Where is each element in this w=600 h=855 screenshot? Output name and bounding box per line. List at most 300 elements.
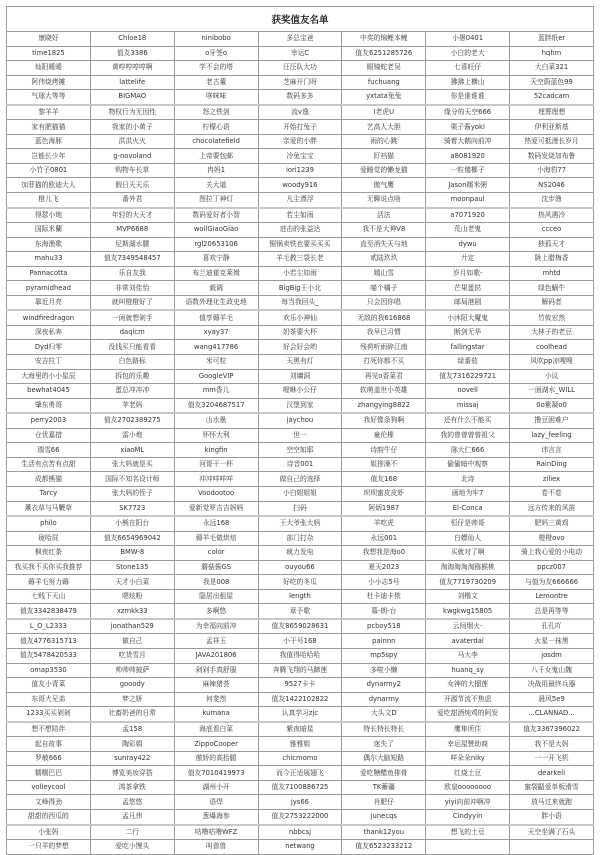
- winner-name-cell: 值友2702389275: [90, 413, 174, 428]
- winner-name-cell: 世一: [258, 428, 342, 443]
- winner-name-cell: 鹰隼所住: [426, 722, 510, 737]
- winner-name-cell: 年轻的大天才: [90, 208, 174, 223]
- winner-name-cell: 孟凡伟: [90, 809, 174, 824]
- winner-name-cell: daqicm: [90, 325, 174, 340]
- winner-name-cell: 认真学习zjc: [258, 707, 342, 722]
- table-row: [7, 384, 594, 399]
- winner-name-cell: 汉堡到家: [258, 398, 342, 413]
- winner-name-cell: GoogleVIP: [174, 369, 258, 384]
- winner-name-cell: 雨的心跳: [342, 134, 426, 149]
- winner-name-cell: 值友5478420533: [7, 648, 91, 663]
- table-row: [7, 648, 594, 663]
- winner-name-cell: 大海里的小小星辰: [7, 369, 91, 384]
- winner-name-cell: 枫夜红茶: [7, 546, 91, 561]
- winner-name-cell: kwgkwg15805: [426, 604, 510, 619]
- winner-name-cell: 仓优嘉措: [7, 428, 91, 443]
- winner-name-cell: coolhead: [510, 340, 594, 355]
- winner-name-cell: 海底看白菜: [174, 722, 258, 737]
- winner-name-cell: 七喜旺仔: [426, 61, 510, 76]
- winner-name-cell: 爱睡觉的懒龙猫: [342, 163, 426, 178]
- winner-name-cell: g-novoland: [90, 149, 174, 164]
- winner-name-cell: I老虎U: [342, 105, 426, 120]
- winner-name-cell: 奔腾飞翔的马蹄莲: [258, 663, 342, 678]
- winner-name-cell: ...CLANNAD...: [510, 707, 594, 722]
- table-row: [7, 737, 594, 752]
- winner-name-cell: 刘墉洞: [258, 369, 342, 384]
- table-row: [7, 237, 594, 252]
- winner-name-cell: Chloe18: [90, 32, 174, 47]
- winner-name-cell: 迷失了: [342, 737, 426, 752]
- table-row: [7, 105, 594, 120]
- winner-name-cell: Tarcy: [7, 486, 91, 501]
- winner-name-cell: 欢乐小神仙: [258, 310, 342, 325]
- winner-name-cell: 童伦橡: [342, 428, 426, 443]
- winner-name-cell: 多总宝爸: [258, 32, 342, 47]
- table-row: [7, 413, 594, 428]
- winner-name-cell: 湖州小开: [174, 780, 258, 795]
- table-row: [7, 75, 594, 90]
- winner-name-cell: 多啊悠: [174, 604, 258, 619]
- winner-name-cell: 七贱下天山: [7, 589, 91, 604]
- table-row: [7, 634, 594, 649]
- winner-name-cell: 夏天2023: [342, 560, 426, 575]
- winner-name-cell: 无敌的我616868: [342, 310, 426, 325]
- winner-name-cell: 东海渔歌: [7, 237, 91, 252]
- table-row: [7, 134, 594, 149]
- winner-name-cell: 陈大仁666: [426, 443, 510, 458]
- winner-name-cell: 奶茶要大杯: [258, 325, 342, 340]
- winner-name-cell: 蛋总冲冲冲: [90, 384, 174, 399]
- winner-name-cell: 部门打杂: [258, 531, 342, 546]
- winner-name-cell: 想飞的土豆: [426, 825, 510, 840]
- table-row: [7, 809, 594, 824]
- winner-name-cell: 打死你都不买: [342, 355, 426, 370]
- winner-name-cell: chicmomo: [258, 751, 342, 766]
- winner-name-cell: 诗音001: [258, 457, 342, 472]
- winner-name-cell: a7071920: [426, 208, 510, 223]
- table-row: [7, 546, 594, 561]
- winner-name-cell: 值友8659028631: [258, 619, 342, 634]
- winner-name-cell: 值友3342838479: [7, 604, 91, 619]
- winner-name-cell: 疯力发电: [258, 546, 342, 561]
- winner-name-cell: 没钱买只能看看: [90, 340, 174, 355]
- winner-name-cell: SK7723: [90, 501, 174, 516]
- winner-name-cell: 我值得哈哈哈: [258, 648, 342, 663]
- winner-name-cell: 张大妈的侄子: [90, 486, 174, 501]
- winner-name-cell: 成都熊猫: [7, 472, 91, 487]
- winner-name-cell: xyay37: [174, 325, 258, 340]
- winner-name-cell: Dyd归零: [7, 340, 91, 355]
- winner-name-cell: 罗敏666: [7, 751, 91, 766]
- winner-name-cell: 起自故事: [7, 737, 91, 752]
- winner-name-cell: 值友3204687517: [174, 398, 258, 413]
- winner-name-cell: 空空如耶: [258, 443, 342, 458]
- winner-name-cell: jaychou: [258, 413, 342, 428]
- winner-name-cell: fuchuang: [342, 75, 426, 90]
- table-row: [7, 90, 594, 105]
- winner-name-cell: 荒山老鬼: [426, 223, 510, 238]
- winner-name-cell: 剁剁手真舒服: [174, 663, 258, 678]
- winner-name-cell: pyramidhead: [7, 281, 91, 296]
- winner-name-cell: 我好像条狗啊: [342, 413, 426, 428]
- table-row: [7, 619, 594, 634]
- winner-name-cell: lazy_feeling: [510, 428, 594, 443]
- winner-name-cell: 紫夜暗星: [258, 722, 342, 737]
- winner-name-cell: lattelife: [90, 75, 174, 90]
- winner-name-cell: 一粒傻椰子: [426, 163, 510, 178]
- winner-name-cell: 热风遇冷: [510, 208, 594, 223]
- winner-name-cell: 物权行为无因性: [90, 105, 174, 120]
- table-row: [7, 32, 594, 47]
- winner-name-cell: 肇东勇哥: [7, 398, 91, 413]
- winner-name-cell: gooody: [90, 678, 174, 693]
- winner-name-cell: dynarmy: [342, 692, 426, 707]
- winner-name-cell: 小海豹77: [510, 163, 594, 178]
- winner-name-cell: JAVA201806: [174, 648, 258, 663]
- winner-name-cell: 布兰迪霍克莱姆: [174, 266, 258, 281]
- winner-name-cell: mhtd: [510, 266, 594, 281]
- winner-name-cell: RainDing: [510, 457, 594, 472]
- winner-name-cell: 小愚0401: [426, 32, 510, 47]
- winner-name-cell: dywu: [426, 237, 510, 252]
- winner-name-cell: 章予歌: [258, 604, 342, 619]
- table-row: [7, 295, 594, 310]
- table-row: [7, 120, 594, 135]
- winner-name-cell: 羊吃虎: [342, 516, 426, 531]
- winner-name-cell: 值友7100886725: [258, 780, 342, 795]
- winner-name-cell: 一一开飞机: [510, 751, 594, 766]
- winner-name-cell: 麻辣猪荟: [174, 678, 258, 693]
- winner-name-cell: 安吉拉丁: [7, 355, 91, 370]
- table-row: [7, 369, 594, 384]
- winner-name-cell: 卷不卷: [510, 486, 594, 501]
- table-row: [7, 560, 594, 575]
- winner-name-cell: 热爱可抵漫长岁月: [510, 134, 594, 149]
- winner-name-cell: 大白菜321: [510, 61, 594, 76]
- winner-name-cell: 52cadcam: [510, 90, 594, 105]
- winner-name-cell: 小张妈: [7, 825, 91, 840]
- table-row: [7, 692, 594, 707]
- winner-name-cell: 黎羊羊: [7, 105, 91, 120]
- winner-name-cell: 绿色蜗牛: [510, 281, 594, 296]
- winner-name-cell: 亲爱的小胖: [258, 134, 342, 149]
- winner-name-cell: 我不是大妈: [510, 737, 594, 752]
- winner-name-cell: 值友7719730209: [426, 575, 510, 590]
- table-row: [7, 501, 594, 516]
- winner-name-cell: 怒之铁剑: [174, 105, 258, 120]
- winner-name-cell: zhangying8822: [342, 398, 426, 413]
- winner-name-cell: 画地为牢7: [426, 486, 510, 501]
- winner-name-cell: El-Conca: [426, 501, 510, 516]
- winner-name-cell: 靠近月亮: [7, 295, 91, 310]
- winner-name-cell: jonathan529: [90, 619, 174, 634]
- table-row: [7, 223, 594, 238]
- table-row: [7, 428, 594, 443]
- winner-name-cell: [426, 840, 510, 855]
- winner-name-cell: 还有什么不能买: [426, 413, 510, 428]
- winner-name-cell: 狒狒上横山: [426, 75, 510, 90]
- winner-name-cell: 天才小白菜: [90, 575, 174, 590]
- winner-name-cell: philo: [7, 516, 91, 531]
- table-row: [7, 457, 594, 472]
- winner-name-cell: 欧皇oooooooo: [426, 780, 510, 795]
- winner-name-cell: 艺高人大胆: [342, 120, 426, 135]
- winner-name-cell: Voodootoo: [174, 486, 258, 501]
- winner-name-cell: 冉妈1: [174, 163, 258, 178]
- winner-name-cell: 9527卡卡: [258, 678, 342, 693]
- winner-name-cell: 做自己: [90, 634, 174, 649]
- winner-name-cell: color: [174, 546, 258, 561]
- winner-name-cell: 数码发烧加布鲁: [510, 149, 594, 164]
- winner-name-cell: 小若尘如雨: [258, 266, 342, 281]
- winner-name-cell: 隐居出租屋: [174, 589, 258, 604]
- winner-name-cell: 晨风5e9: [510, 692, 594, 707]
- winner-name-cell: 小沐阳大魔鬼: [426, 310, 510, 325]
- winner-name-cell: 爱吃糖醋鱼排骨: [342, 766, 426, 781]
- winner-name-cell: dynarmy2: [342, 678, 426, 693]
- winner-name-cell: wollGiaoGiao: [174, 223, 258, 238]
- winner-name-cell: 黄哼哼哼哼啊: [90, 61, 174, 76]
- table-row: [7, 310, 594, 325]
- winner-name-cell: 拆包的乐趣: [90, 369, 174, 384]
- winner-name-cell: 社畜奶爸的日常: [90, 707, 174, 722]
- winner-name-cell: ZippoCooper: [174, 737, 258, 752]
- winner-name-cell: 中奖的锦鲤本鲤: [342, 32, 426, 47]
- winner-name-cell: Cindyyin: [426, 809, 510, 824]
- winner-name-cell: BMW-8: [90, 546, 174, 561]
- winner-name-cell: 老古董: [174, 75, 258, 90]
- winner-name-cell: 坝坝蜜皮皮虾: [342, 486, 426, 501]
- winner-name-cell: 小议: [510, 369, 594, 384]
- winner-name-cell: 生活有点苦有点甜: [7, 457, 91, 472]
- winner-name-cell: novell: [426, 384, 510, 399]
- winner-name-cell: a8081920: [426, 149, 510, 164]
- winner-name-cell: 而今正适展翅飞: [258, 766, 342, 781]
- table-row: [7, 575, 594, 590]
- winner-name-cell: 断剑无华: [426, 325, 510, 340]
- winner-name-cell: 深夜私奔: [7, 325, 91, 340]
- winner-name-cell: bewhat4045: [7, 384, 91, 399]
- winner-name-cell: 苹老妈: [90, 398, 174, 413]
- winner-name-cell: 我不是大神V8: [342, 223, 426, 238]
- winner-name-cell: 岁月如歌-: [426, 266, 510, 281]
- table-row: [7, 178, 594, 193]
- winner-name-cell: 国际米蘭: [7, 223, 91, 238]
- table-row: [7, 472, 594, 487]
- winner-name-cell: 撸豆困难户: [510, 413, 594, 428]
- winner-name-cell: 活法: [342, 208, 426, 223]
- winner-name-cell: 蓝胖纸er: [510, 32, 594, 47]
- winner-name-cell: pcboy518: [342, 619, 426, 634]
- winner-name-cell: 值友3367396022: [510, 722, 594, 737]
- winner-name-cell: 蜜袋鼯爱单板滑雪: [510, 780, 594, 795]
- winner-name-cell: 哆咪味: [174, 90, 258, 105]
- winner-name-cell: rgl20653106: [174, 237, 258, 252]
- winner-name-cell: 气球大等等: [7, 90, 91, 105]
- winner-name-cell: 你是谁谁谁: [426, 90, 510, 105]
- winner-name-cell: 想不想陪伴: [7, 722, 91, 737]
- winner-name-cell: 女神的大榴莲: [426, 678, 510, 693]
- winner-name-cell: 红烧土豆: [426, 766, 510, 781]
- winner-name-cell: 幸运C: [258, 46, 342, 61]
- winner-name-cell: [510, 840, 594, 855]
- winner-name-cell: 肥妈三黄鸡: [510, 516, 594, 531]
- winner-name-cell: 永远168: [174, 516, 258, 531]
- winner-name-cell: omap3530: [7, 663, 91, 678]
- winner-name-cell: 怀怀大利: [174, 428, 258, 443]
- winner-name-cell: BigBig王小北: [258, 281, 342, 296]
- winner-name-cell: 购物车长草: [90, 163, 174, 178]
- winner-name-cell: 值友7010419973: [174, 766, 258, 781]
- winner-name-cell: ouyou66: [258, 560, 342, 575]
- winner-name-cell: 大头文D: [342, 707, 426, 722]
- winner-name-cell: 特长特长特长: [342, 722, 426, 737]
- winner-name-cell: 雅雅姐: [258, 737, 342, 752]
- winner-name-cell: 喵个橘子: [342, 281, 426, 296]
- winner-name-cell: 薅羊毛做烘焙: [174, 531, 258, 546]
- winner-name-cell: 值友小青菜: [7, 678, 91, 693]
- winner-name-cell: 小熊在阳台: [90, 516, 174, 531]
- winner-name-cell: 瑞雪66: [7, 443, 91, 458]
- winner-name-cell: 若尘如雨: [258, 208, 342, 223]
- winner-name-cell: 值享薅羊毛: [174, 310, 258, 325]
- winner-name-cell: 开源节流不焦虑: [426, 692, 510, 707]
- winner-name-cell: 盯裆猫: [342, 149, 426, 164]
- winner-name-cell: 咕噜咕噜WFZ: [174, 825, 258, 840]
- winner-name-cell: 山水墨: [174, 413, 258, 428]
- winner-name-cell: 甜甜的西瓜的: [7, 809, 91, 824]
- winner-name-cell: 阿伟烧烤摊: [7, 75, 91, 90]
- winner-name-cell: 陶彩娟: [90, 737, 174, 752]
- winner-name-cell: 图拉丁神灯: [174, 193, 258, 208]
- winner-name-cell: 买就对了啊: [426, 546, 510, 561]
- winner-name-cell: woody916: [258, 178, 342, 193]
- page-title: 获奖值友名单: [7, 7, 594, 32]
- winner-name-cell: junecqs: [342, 809, 426, 824]
- winner-name-cell: 凡尘漂浮: [258, 193, 342, 208]
- winner-name-cell: 进击的张益达: [258, 223, 342, 238]
- winner-name-cell: 薰衣草与马鞭草: [7, 501, 91, 516]
- winner-name-cell: 我买我不买你买我推荐: [7, 560, 91, 575]
- winner-name-cell: 得瑟小炮: [7, 208, 91, 223]
- table-row: [7, 340, 594, 355]
- winner-name-cell: 张大妈就是买: [90, 457, 174, 472]
- winner-name-cell: mp5spy: [342, 648, 426, 663]
- winner-name-cell: 缘分的天空666: [426, 105, 510, 120]
- winner-name-cell: 岂能长少年: [7, 149, 91, 164]
- winner-name-cell: 讳言言: [510, 443, 594, 458]
- winner-name-cell: 值友168: [342, 472, 426, 487]
- winner-name-cell: 与值为友666666: [510, 575, 594, 590]
- winner-name-cell: MVP6688: [90, 223, 174, 238]
- winner-name-cell: 芝麻开门呀: [258, 75, 342, 90]
- winner-name-cell: 绿番茄: [426, 355, 510, 370]
- winner-name-cell: 一只羊的梦想: [7, 840, 91, 855]
- winner-name-cell: 无聊说点啥: [342, 193, 426, 208]
- winner-name-cell: 帅帅帅披萨: [90, 663, 174, 678]
- winner-name-cell: 芒果蛋挞: [426, 281, 510, 296]
- winner-name-cell: 加菲猫的欧迪大人: [7, 178, 91, 193]
- winner-name-cell: 我早已习惯: [342, 325, 426, 340]
- winner-name-cell: josdm: [510, 648, 594, 663]
- table-row: [7, 398, 594, 413]
- winner-name-cell: 沈步渔: [510, 193, 594, 208]
- winner-name-cell: 天空蔚蓝色99: [510, 75, 594, 90]
- winner-name-cell: 汪汪队大功: [258, 61, 342, 76]
- table-row: [7, 149, 594, 164]
- winner-name-cell: 恒仔是帅哥: [426, 516, 510, 531]
- winner-name-cell: o牙签o: [174, 46, 258, 61]
- winner-name-cell: 廾定: [426, 252, 510, 267]
- winner-name-cell: 值友2753222000: [258, 809, 342, 824]
- winner-name-cell: 灿阳暖暖: [7, 61, 91, 76]
- winner-name-cell: painnn: [342, 634, 426, 649]
- winner-name-cell: 橙橙ovo: [510, 531, 594, 546]
- winner-name-cell: 喔咻小公仔: [258, 384, 342, 399]
- winner-name-cell: 八千女鬼山魏: [510, 663, 594, 678]
- winner-name-cell: 家有肥猫猫: [7, 120, 91, 135]
- winner-name-cell: 骑着大鹅向前冲: [426, 134, 510, 149]
- winner-name-cell: xiaoML: [90, 443, 174, 458]
- table-row: [7, 486, 594, 501]
- winner-name-cell: 小白姐姐姐: [258, 486, 342, 501]
- winner-name-cell: 孟祥玉: [174, 634, 258, 649]
- winner-name-cell: 值友6654969042: [90, 531, 174, 546]
- winner-name-cell: ninibobo: [174, 32, 258, 47]
- winner-name-cell: 淘淘淘淘淘猕猴桃: [426, 560, 510, 575]
- table-row: [7, 252, 594, 267]
- winner-name-cell: 值友7349548457: [90, 252, 174, 267]
- winner-name-cell: 语数外理化生政史地: [174, 295, 258, 310]
- winner-name-cell: 栗子酱yoki: [426, 120, 510, 135]
- winner-name-cell: 蓝色海豚: [7, 134, 91, 149]
- winner-name-cell: 好吃的冬瓜: [258, 575, 342, 590]
- winner-name-cell: 只会因你唱: [342, 295, 426, 310]
- winner-name-cell: 为幸福向前冲: [174, 619, 258, 634]
- winner-name-cell: 独孤天才: [510, 237, 594, 252]
- winner-name-cell: jys66: [258, 795, 342, 810]
- winner-name-cell: ccceo: [510, 223, 594, 238]
- winner-name-cell: Pannacotta: [7, 266, 91, 281]
- winner-name-cell: 解码者: [510, 295, 594, 310]
- table-row: [7, 443, 594, 458]
- winner-name-cell: 冲冲咩咩咩: [174, 472, 258, 487]
- winner-name-cell: 做自己的选择: [258, 472, 342, 487]
- winner-name-cell: volleycool: [7, 780, 91, 795]
- winner-name-cell: 嗯炫粉: [90, 589, 174, 604]
- winner-name-cell: 何斐然: [174, 692, 258, 707]
- winner-name-cell: 值友6251285726: [342, 46, 426, 61]
- winner-name-cell: 小白的老大: [426, 46, 510, 61]
- winner-name-cell: 语焊: [174, 795, 258, 810]
- winners-table: [6, 6, 594, 855]
- table-row: [7, 163, 594, 178]
- winner-name-cell: 肖肥仔: [342, 795, 426, 810]
- winner-name-cell: 葱爆海参: [174, 809, 258, 824]
- winner-name-cell: NS2046: [510, 178, 594, 193]
- winner-name-cell: 洪洪火火: [90, 134, 174, 149]
- winner-name-cell: 毅调: [174, 281, 258, 296]
- winner-name-cell: 每当我回头_: [258, 295, 342, 310]
- winner-name-cell: 叫兽兽: [174, 840, 258, 855]
- winner-name-cell: 糯糯巴巴: [7, 766, 91, 781]
- winner-name-cell: length: [258, 589, 342, 604]
- winner-name-cell: 非常刘佳怡: [90, 281, 174, 296]
- winner-name-cell: chocolatefield: [174, 134, 258, 149]
- winner-name-cell: 大林子的老豆: [510, 325, 594, 340]
- table-row: [7, 325, 594, 340]
- winner-name-cell: 天空坐满了石头: [510, 825, 594, 840]
